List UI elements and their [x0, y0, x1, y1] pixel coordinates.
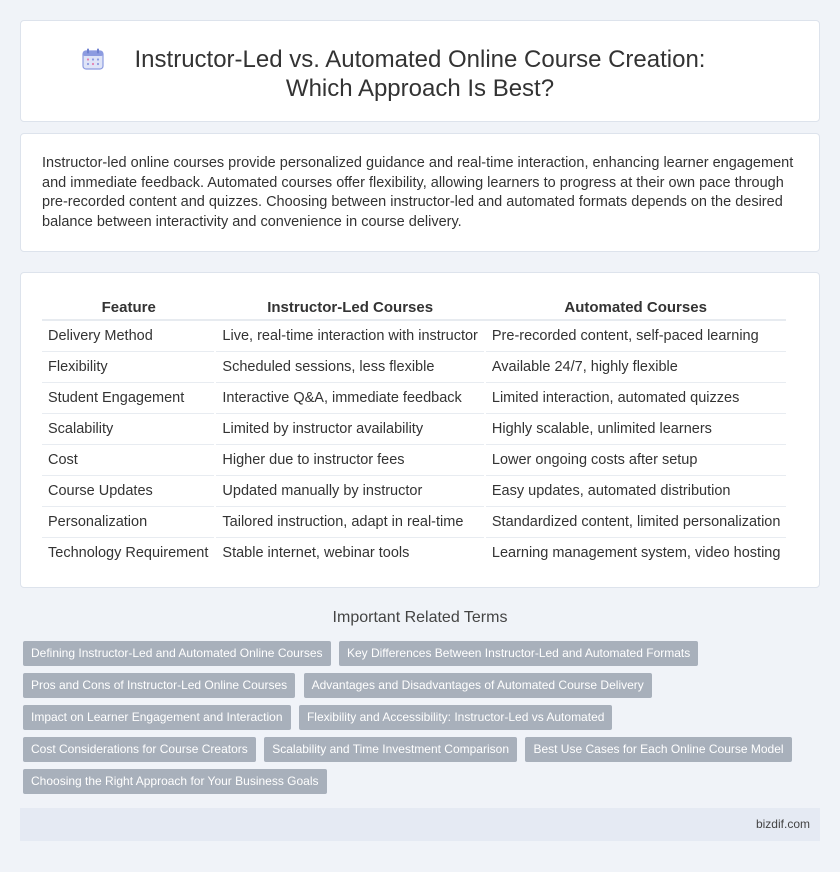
comparison-card: [20, 272, 820, 588]
column-header-instructor-led: Instructor-Led Courses: [215, 296, 484, 320]
table-row: [42, 382, 786, 413]
related-term-tag[interactable]: Cost Considerations for Course Creators: [23, 737, 256, 762]
title-card: [20, 20, 820, 122]
instructor-led-cell: Limited by instructor availability: [215, 413, 484, 444]
automated-cell: Lower ongoing costs after setup: [485, 444, 787, 475]
automated-cell: Highly scalable, unlimited learners: [485, 413, 787, 444]
column-header-automated: Automated Courses: [485, 296, 787, 320]
related-term-tag[interactable]: Defining Instructor-Led and Automated Online Courses: [23, 641, 331, 666]
automated-cell: Standardized content, limited personalization: [485, 506, 787, 537]
table-row: [42, 537, 786, 568]
related-term-tag[interactable]: Impact on Learner Engagement and Interaction: [23, 705, 291, 730]
comparison-table: [42, 296, 786, 568]
table-row: [42, 475, 786, 506]
feature-cell: Delivery Method: [42, 320, 215, 351]
automated-cell: Pre-recorded content, self-paced learning: [485, 320, 787, 351]
feature-cell: Course Updates: [42, 475, 215, 506]
page-title: Instructor-Led vs. Automated Online Course Creation: Which Approach Is Best?: [134, 46, 706, 102]
instructor-led-cell: Stable internet, webinar tools: [215, 537, 484, 568]
intro-card: [20, 133, 820, 252]
feature-cell: Scalability: [42, 413, 215, 444]
automated-cell: Limited interaction, automated quizzes: [485, 382, 787, 413]
related-terms-heading: Important Related Terms: [332, 609, 508, 626]
column-header-feature: Feature: [42, 296, 215, 320]
related-term-tag[interactable]: Flexibility and Accessibility: Instructor-Led vs Automated: [299, 705, 612, 730]
related-term-tag[interactable]: Scalability and Time Investment Comparison: [264, 737, 517, 762]
related-term-tag[interactable]: Best Use Cases for Each Online Course Model: [525, 737, 791, 762]
table-row: [42, 444, 786, 475]
intro-paragraph: Instructor-led online courses provide personalized guidance and real-time interaction, enhancing learner engagement and immediate feedback. Automated courses offer flexibility, allowing learners to progress at their own pace through pre-recorded content and quizzes. Choosing between instructor-led and automated formats depends on the desired balance between interactivity and convenience in course delivery.: [42, 155, 794, 230]
table-row: [42, 506, 786, 537]
feature-cell: Cost: [42, 444, 215, 475]
site-link[interactable]: bizdif.com: [755, 817, 810, 831]
feature-cell: Technology Requirement: [48, 544, 209, 561]
related-term-tag[interactable]: Advantages and Disadvantages of Automated Course Delivery: [304, 673, 652, 698]
instructor-led-cell: Updated manually by instructor: [215, 475, 484, 506]
footer-bar: [20, 808, 820, 841]
related-term-tag[interactable]: Pros and Cons of Instructor-Led Online Courses: [23, 673, 295, 698]
table-row: [42, 320, 786, 351]
automated-cell: Learning management system, video hosting: [485, 537, 787, 568]
related-terms-list: [23, 641, 813, 801]
instructor-led-cell: Scheduled sessions, less flexible: [215, 351, 484, 382]
related-term-tag[interactable]: Key Differences Between Instructor-Led and Automated Formats: [339, 641, 698, 666]
table-header-row: [42, 296, 786, 320]
table-row: [42, 351, 786, 382]
feature-cell: Student Engagement: [42, 382, 215, 413]
feature-cell: Personalization: [42, 506, 215, 537]
feature-cell: Flexibility: [42, 351, 215, 382]
automated-cell: Easy updates, automated distribution: [485, 475, 787, 506]
instructor-led-cell: Higher due to instructor fees: [215, 444, 484, 475]
instructor-led-cell: Interactive Q&A, immediate feedback: [215, 382, 484, 413]
instructor-led-cell: Tailored instruction, adapt in real-time: [215, 506, 484, 537]
related-term-tag[interactable]: Choosing the Right Approach for Your Business Goals: [23, 769, 327, 794]
table-row: [42, 413, 786, 444]
instructor-led-cell: Live, real-time interaction with instructor: [215, 320, 484, 351]
automated-cell: Available 24/7, highly flexible: [485, 351, 787, 382]
